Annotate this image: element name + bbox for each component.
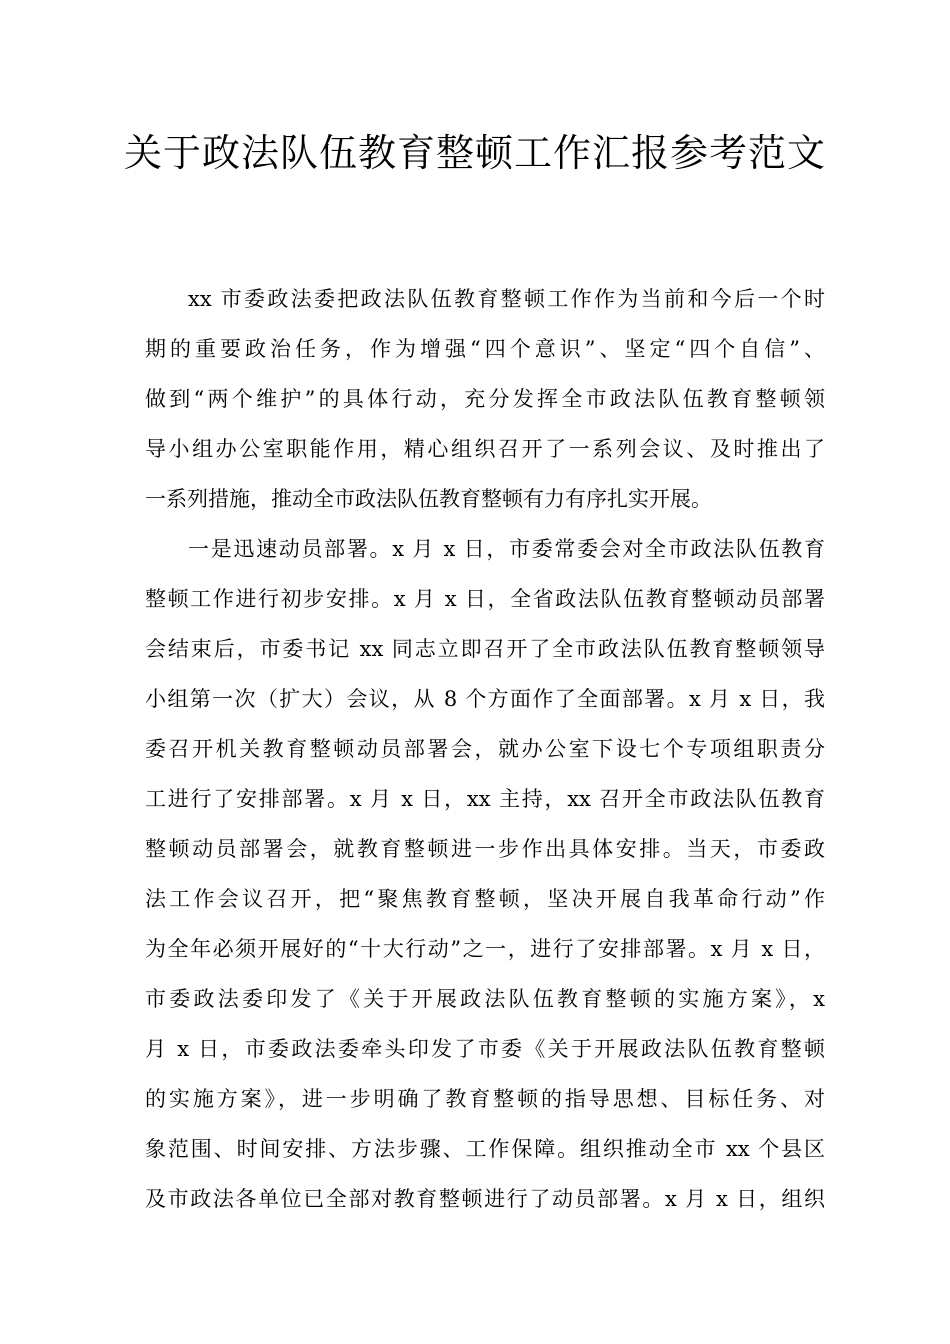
paragraph-line: 整顿动员部署会，就教育整顿进一步作出具体安排。当天，市委政 (145, 837, 825, 861)
paragraph-line: 的实施方案》，进一步明确了教育整顿的指导思想、目标任务、对 (145, 1087, 825, 1111)
paragraph-line: 法工作会议召开，把“聚焦教育整顿，坚决开展自我革命行动”作 (145, 887, 825, 911)
document-title: 关于政法队伍教育整顿工作汇报参考范文 (123, 131, 826, 175)
paragraph-line: 做到“两个维护”的具体行动，充分发挥全市政法队伍教育整顿领 (145, 387, 825, 411)
paragraph-line: 月 x 日，市委政法委牵头印发了市委《关于开展政法队伍教育整顿 (145, 1037, 825, 1061)
paragraph-line: 导小组办公室职能作用，精心组织召开了一系列会议、及时推出了 (145, 437, 825, 461)
paragraph-line: 为全年必须开展好的“十大行动”之一，进行了安排部署。x 月 x 日， (145, 937, 825, 961)
paragraph-line: 市委政法委印发了《关于开展政法队伍教育整顿的实施方案》，x (145, 987, 825, 1011)
paragraph-line: 小组第一次（扩大）会议，从 8 个方面作了全面部署。x 月 x 日，我 (145, 687, 825, 711)
paragraph-line: xx 市委政法委把政法队伍教育整顿工作作为当前和今后一个时 (188, 287, 825, 311)
paragraph-line: 工进行了安排部署。x 月 x 日，xx 主持，xx 召开全市政法队伍教育 (145, 787, 825, 811)
paragraph-line: 会结束后，市委书记 xx 同志立即召开了全市政法队伍教育整顿领导 (145, 637, 825, 661)
paragraph-line: 及市政法各单位已全部对教育整顿进行了动员部署。x 月 x 日，组织 (145, 1187, 825, 1211)
paragraph-line: 一是迅速动员部署。x 月 x 日，市委常委会对全市政法队伍教育 (188, 537, 825, 561)
paragraph-line: 期的重要政治任务，作为增强“四个意识”、坚定“四个自信”、 (145, 337, 825, 361)
paragraph-line: 整顿工作进行初步安排。x 月 x 日，全省政法队伍教育整顿动员部署 (145, 587, 825, 611)
paragraph-line: 委召开机关教育整顿动员部署会，就办公室下设七个专项组职责分 (145, 737, 825, 761)
paragraph-line: 一系列措施，推动全市政法队伍教育整顿有力有序扎实开展。 (145, 487, 712, 511)
paragraph-line: 象范围、时间安排、方法步骤、工作保障。组织推动全市 xx 个县区 (145, 1137, 825, 1161)
